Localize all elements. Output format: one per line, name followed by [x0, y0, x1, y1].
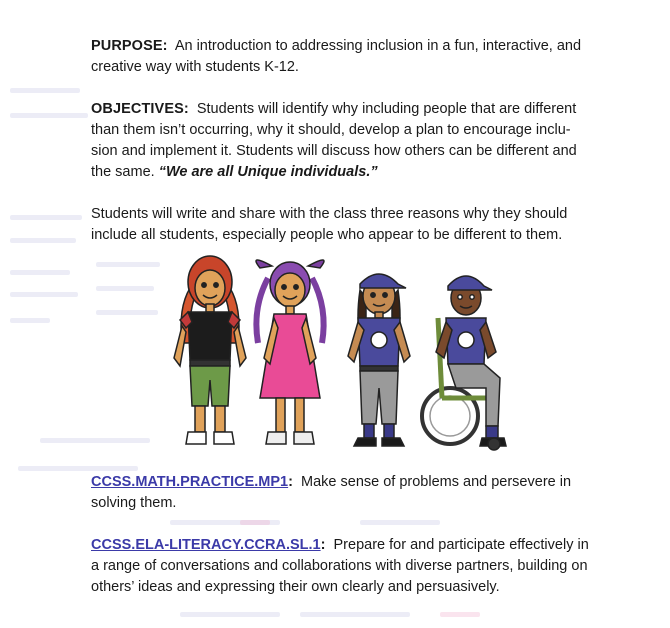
kid-wheelchair-figure	[422, 276, 506, 450]
girl-pink-dress-figure	[256, 260, 324, 444]
objectives-quote: “We are all Unique individuals.”	[158, 164, 378, 180]
standard-ela-link[interactable]: CCSS.ELA-LITERACY.CCRA.SL.1	[91, 537, 321, 553]
purpose-label: PURPOSE:	[91, 38, 168, 54]
girl-red-braids-figure	[174, 256, 246, 444]
objectives-label: OBJECTIVES:	[91, 101, 189, 117]
standard-math-link[interactable]: CCSS.MATH.PRACTICE.MP1	[91, 474, 289, 490]
standard-math-text: Make sense of problems and persevere in solving them.	[91, 474, 572, 511]
standard-ela: CCSS.ELA-LITERACY.CCRA.SL.1: Prepare for and participate effectively in a range of conversations and collaborations with diverse partners, building on others’ ideas and expressing their own clearly and persuasively.	[91, 537, 589, 595]
objectives-text: Students will identify why including people that are different than them isn’t occurring, why it should, develop a plan to encourage inclu-sion and implement it. Students will discuss how others can be different and the same.	[91, 101, 577, 180]
objectives-paragraph	[91, 99, 591, 183]
purpose-paragraph	[91, 36, 591, 78]
purpose-text: An introduction to addressing inclusion in a fun, interactive, and creative way with students K-12.	[91, 38, 582, 75]
standard-ela-text: Prepare for and participate effectively in a range of conversations and collaborations with diverse partners, building on others’ ideas and expressing their own clearly and persuasively.	[91, 537, 589, 595]
lesson-text	[91, 36, 591, 267]
kid-baseball-cap-figure	[348, 274, 410, 446]
inclusion-illustration	[160, 248, 520, 468]
assignment-paragraph	[91, 204, 591, 246]
standard-math: CCSS.MATH.PRACTICE.MP1: Make sense of problems and persevere in solving them.	[91, 474, 572, 511]
assignment-text: Students will write and share with the class three reasons why they should include all students, especially people who appear to be different to them.	[91, 206, 568, 243]
